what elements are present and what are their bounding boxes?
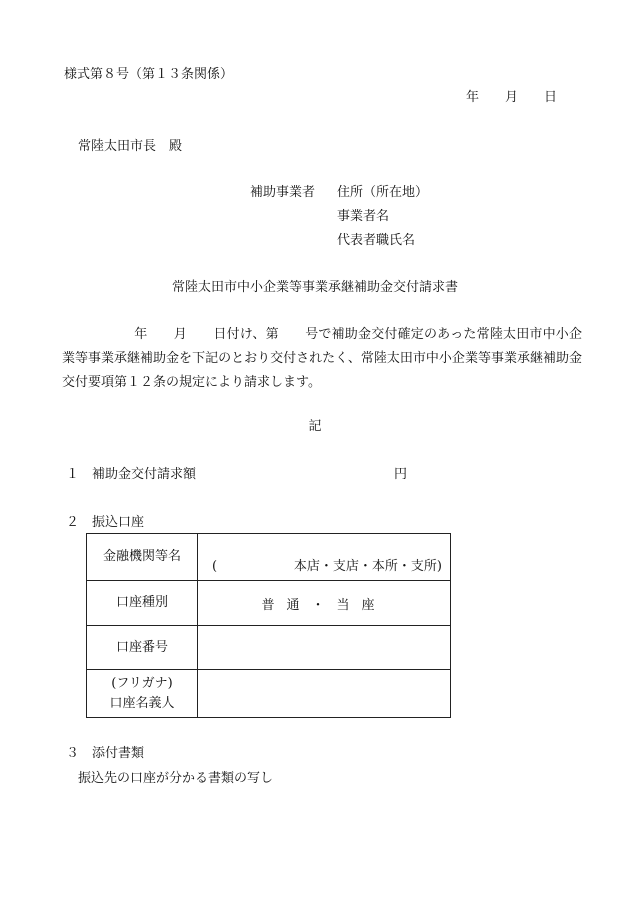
account-holder-label: 口座名義人	[109, 695, 175, 711]
bank-name-label: 金融機関等名	[87, 534, 198, 581]
addressee: 常陸太田市長 殿	[78, 139, 183, 154]
section3-label: 添付書類	[92, 746, 145, 761]
bank-account-table	[86, 533, 451, 718]
section1-label: 補助金交付請求額	[92, 467, 197, 482]
section1-number: １	[66, 467, 80, 482]
section1-unit: 円	[394, 467, 408, 482]
form-number: 様式第８号（第１３条関係）	[64, 67, 234, 82]
date-line: 年 月 日	[466, 90, 558, 105]
applicant-business-name-label: 事業者名	[337, 209, 390, 224]
ki-heading: 記	[308, 419, 322, 434]
section3-number: ３	[66, 746, 80, 761]
branch-open-paren: (	[212, 559, 218, 574]
body-text: 年 月 日付け、第 号で補助金交付確定のあった常陸太田市中小企業等事業承継補助金を下記のとおり交付されたく、常陸太田市中小企業等事業承継補助金交付要項第１２条の規定により請求します。	[62, 327, 582, 390]
table-row	[87, 670, 451, 718]
section2-label: 振込口座	[92, 515, 145, 530]
table-row	[87, 534, 451, 581]
branch-options: 本店・支店・本所・支所)	[293, 559, 442, 574]
account-number-cell[interactable]	[198, 626, 451, 670]
account-holder-cell[interactable]	[198, 670, 451, 718]
account-type-label: 口座種別	[87, 581, 198, 626]
section2-number: ２	[66, 515, 80, 530]
applicant-representative-label: 代表者職氏名	[337, 233, 416, 248]
applicant-address-label: 住所（所在地）	[337, 185, 429, 200]
document-title: 常陸太田市中小企業等事業承継補助金交付請求書	[171, 280, 458, 295]
account-holder-label-cell	[87, 670, 198, 718]
table-row	[87, 626, 451, 670]
furigana-label: (フリガナ)	[111, 675, 173, 691]
account-number-label: 口座番号	[87, 626, 198, 670]
section3-text: 振込先の口座が分かる書類の写し	[78, 771, 274, 786]
table-row	[87, 581, 451, 626]
body-paragraph	[62, 323, 582, 395]
applicant-role: 補助事業者	[250, 185, 316, 200]
bank-name-cell[interactable]	[198, 534, 451, 581]
account-type-options[interactable]: 普通・当座	[198, 581, 451, 626]
